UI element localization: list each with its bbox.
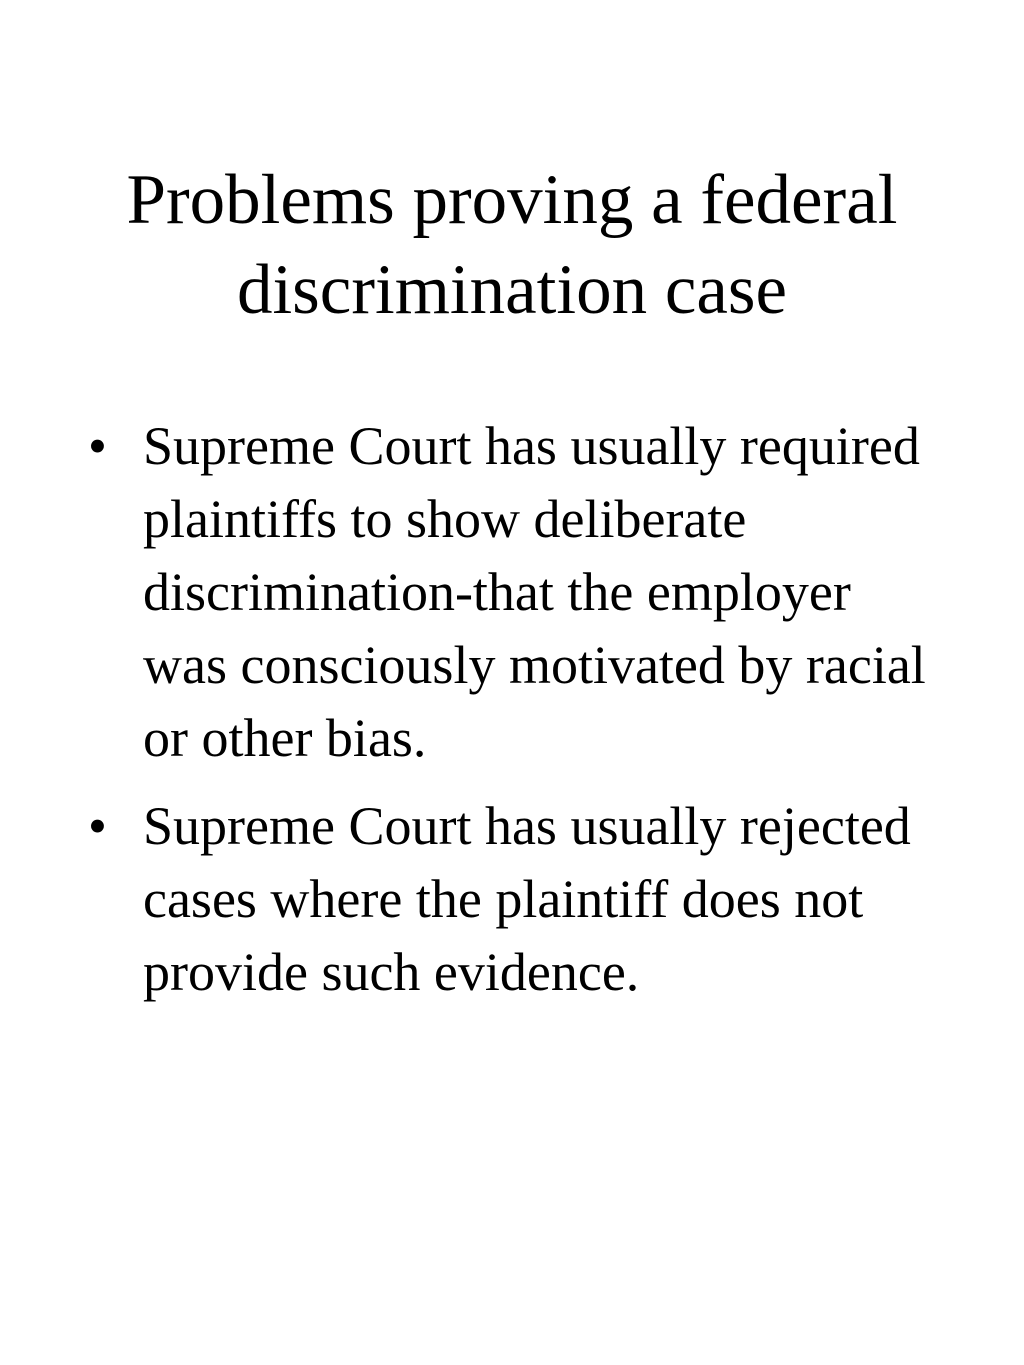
slide-title: Problems proving a federal discrimination case bbox=[126, 161, 898, 329]
bullet-list bbox=[88, 410, 948, 1024]
bullet-dot-icon: • bbox=[88, 796, 107, 856]
bullet-item bbox=[88, 410, 948, 775]
bullet-dot-icon: • bbox=[88, 416, 107, 476]
bullet-text: Supreme Court has usually rejected cases where the plaintiff does not provide such evidence. bbox=[143, 796, 911, 1002]
bullet-item bbox=[88, 790, 948, 1009]
bullet-text: Supreme Court has usually required plaintiffs to show deliberate discrimination-that the employer was consciously motivated by racial or other bias. bbox=[143, 416, 926, 768]
